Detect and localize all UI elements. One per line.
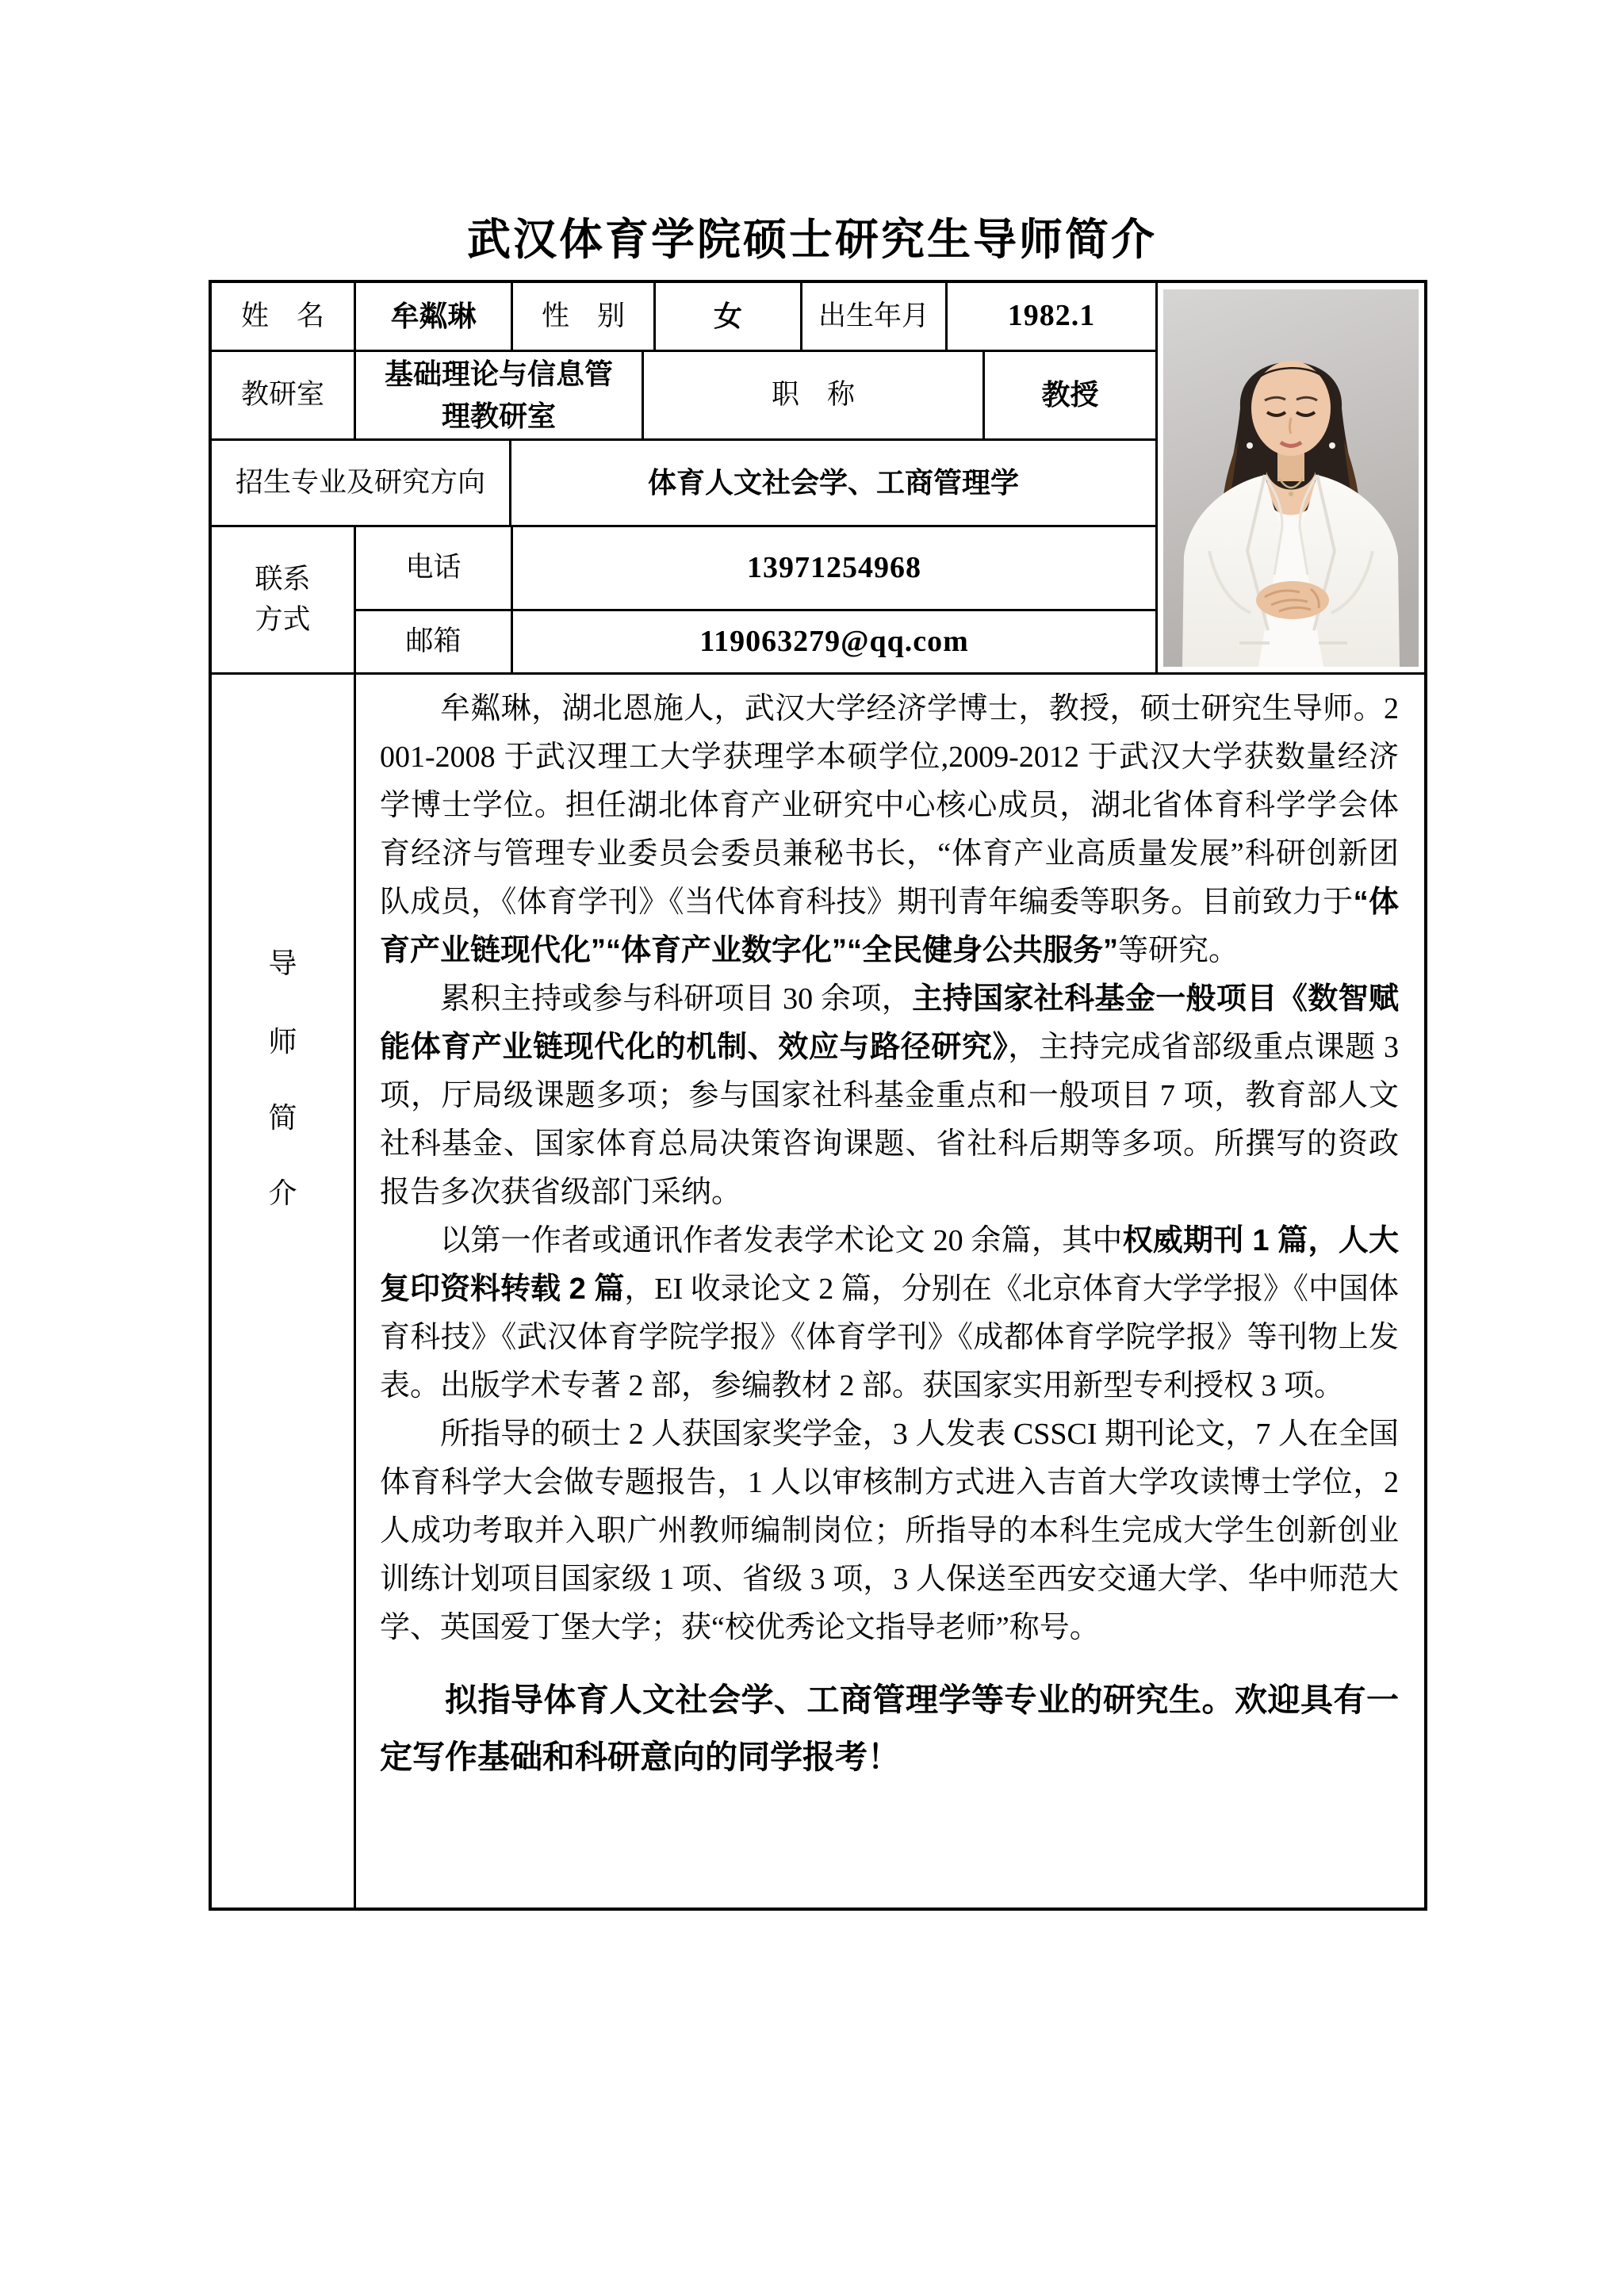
contact-label xyxy=(212,527,354,672)
contact-label-text: 联系 方式 xyxy=(255,563,311,635)
office-label: 教研室 xyxy=(240,379,324,411)
photo-cell xyxy=(1158,283,1424,672)
major-value: 体育人文社会学、工商管理学 xyxy=(647,466,1019,499)
jobtitle-value: 教授 xyxy=(1041,379,1099,411)
bio-text-run: 所指导的硕士 2 人获国家奖学金，3 人发表 CSSCI 期刊论文，7 人在全国体育科学大会做专题报告，1 人以审核制方式进入吉首大学攻读博士学位，2 人成功考取并入职广州教师编制岗位；所指导的本科生完成大学生创新创业训练计划项目国家级 1 项、省级 3 项，3 人保送至西安交通大学、华中师范大学、英国爱丁堡大学；获“校优秀论文指导老师”称号。 xyxy=(380,1418,1399,1644)
major-label: 招生专业及研究方向 xyxy=(235,466,485,498)
advisor-info-table xyxy=(209,280,1427,1911)
bio-paragraph xyxy=(380,975,1399,1217)
bio-label-char: 简 xyxy=(268,1102,297,1134)
bio-bold-run: 权威期刊 1 篇，人大复印资料转载 2 篇 xyxy=(380,1224,1399,1306)
bio-text-run: 以第一作者或通讯作者发表学术论文 20 余篇，其中 xyxy=(440,1224,1123,1257)
bio-label-char: 导 xyxy=(268,947,297,979)
phone-value: 13971254968 xyxy=(747,550,921,584)
bio-text-run: 等研究。 xyxy=(1118,934,1239,967)
bio-label-column xyxy=(212,672,354,1914)
bio-final-paragraph xyxy=(380,1671,1399,1785)
name-label: 姓 名 xyxy=(240,300,324,331)
bio-paragraphs xyxy=(356,672,1424,1914)
email-value: 119063279@qq.com xyxy=(699,624,969,658)
gender-value: 女 xyxy=(713,300,742,332)
bio-paragraph xyxy=(380,1410,1399,1652)
bio-bold-run: 主持国家社科基金一般项目《数智赋能体育产业链现代化的机制、效应与路径研究》 xyxy=(380,982,1399,1064)
bio-text-run: ，EI 收录论文 2 篇，分别在《北京体育大学学报》《中国体育科技》《武汉体育学院学报》《体育学刊》《成都体育学院学报》等刊物上发表。出版学术专著 2 部，参编教材 2 部。获国家实用新型专利授权 3 项。 xyxy=(380,1272,1400,1402)
jobtitle-label: 职 称 xyxy=(771,379,855,411)
bio-bold-run: 拟指导体育人文社会学、工商管理学等专业的研究生。欢迎具有一定写作基础和科研意向的同学报考！ xyxy=(380,1682,1399,1775)
birth-value: 1982.1 xyxy=(1007,299,1096,333)
bio-bold-run: “体育产业链现代化”“体育产业数字化”“全民健身公共服务” xyxy=(380,886,1399,967)
advisor-photo xyxy=(1163,289,1419,667)
bio-paragraph xyxy=(380,685,1399,975)
phone-label: 电话 xyxy=(405,552,462,584)
birth-label: 出生年月 xyxy=(818,300,929,331)
office-value xyxy=(356,352,642,438)
bio-paragraph xyxy=(380,1217,1399,1410)
email-label: 邮箱 xyxy=(405,626,462,657)
bio-text-run: 累积主持或参与科研项目 30 余项， xyxy=(440,982,913,1016)
bio-label-char: 师 xyxy=(268,1026,297,1058)
bio-label-char: 介 xyxy=(268,1177,297,1209)
bio-text-run: ，主持完成省部级重点课题 3 项，厅局级课题多项；参与国家社科基金重点和一般项目 7 项，教育部人文社科基金、国家体育总局决策咨询课题、省社科后期等多项。所撰写的资政报告多次获省级部门采纳。 xyxy=(380,1031,1399,1209)
name-value: 牟粼琳 xyxy=(390,300,477,332)
gender-label: 性 别 xyxy=(541,300,625,331)
office-value-text: 基础理论与信息管 理教研室 xyxy=(384,358,613,432)
bio-text-run: 牟粼琳，湖北恩施人，武汉大学经济学博士，教授，硕士研究生导师。2001-2008 于武汉理工大学获理学本硕学位,2009-2012 于武汉大学获数量经济学博士学位。担任湖北体育产业研究中心核心成员，湖北省体育科学学会体育经济与管理专业委员会委员兼秘书长，“体育产业高质量发展”科研创新团队成员，《体育学刊》《当代体育科技》期刊青年编委等职务。目前致力于 xyxy=(380,692,1399,919)
page-title: 武汉体育学院硕士研究生导师简介 xyxy=(466,215,1157,264)
